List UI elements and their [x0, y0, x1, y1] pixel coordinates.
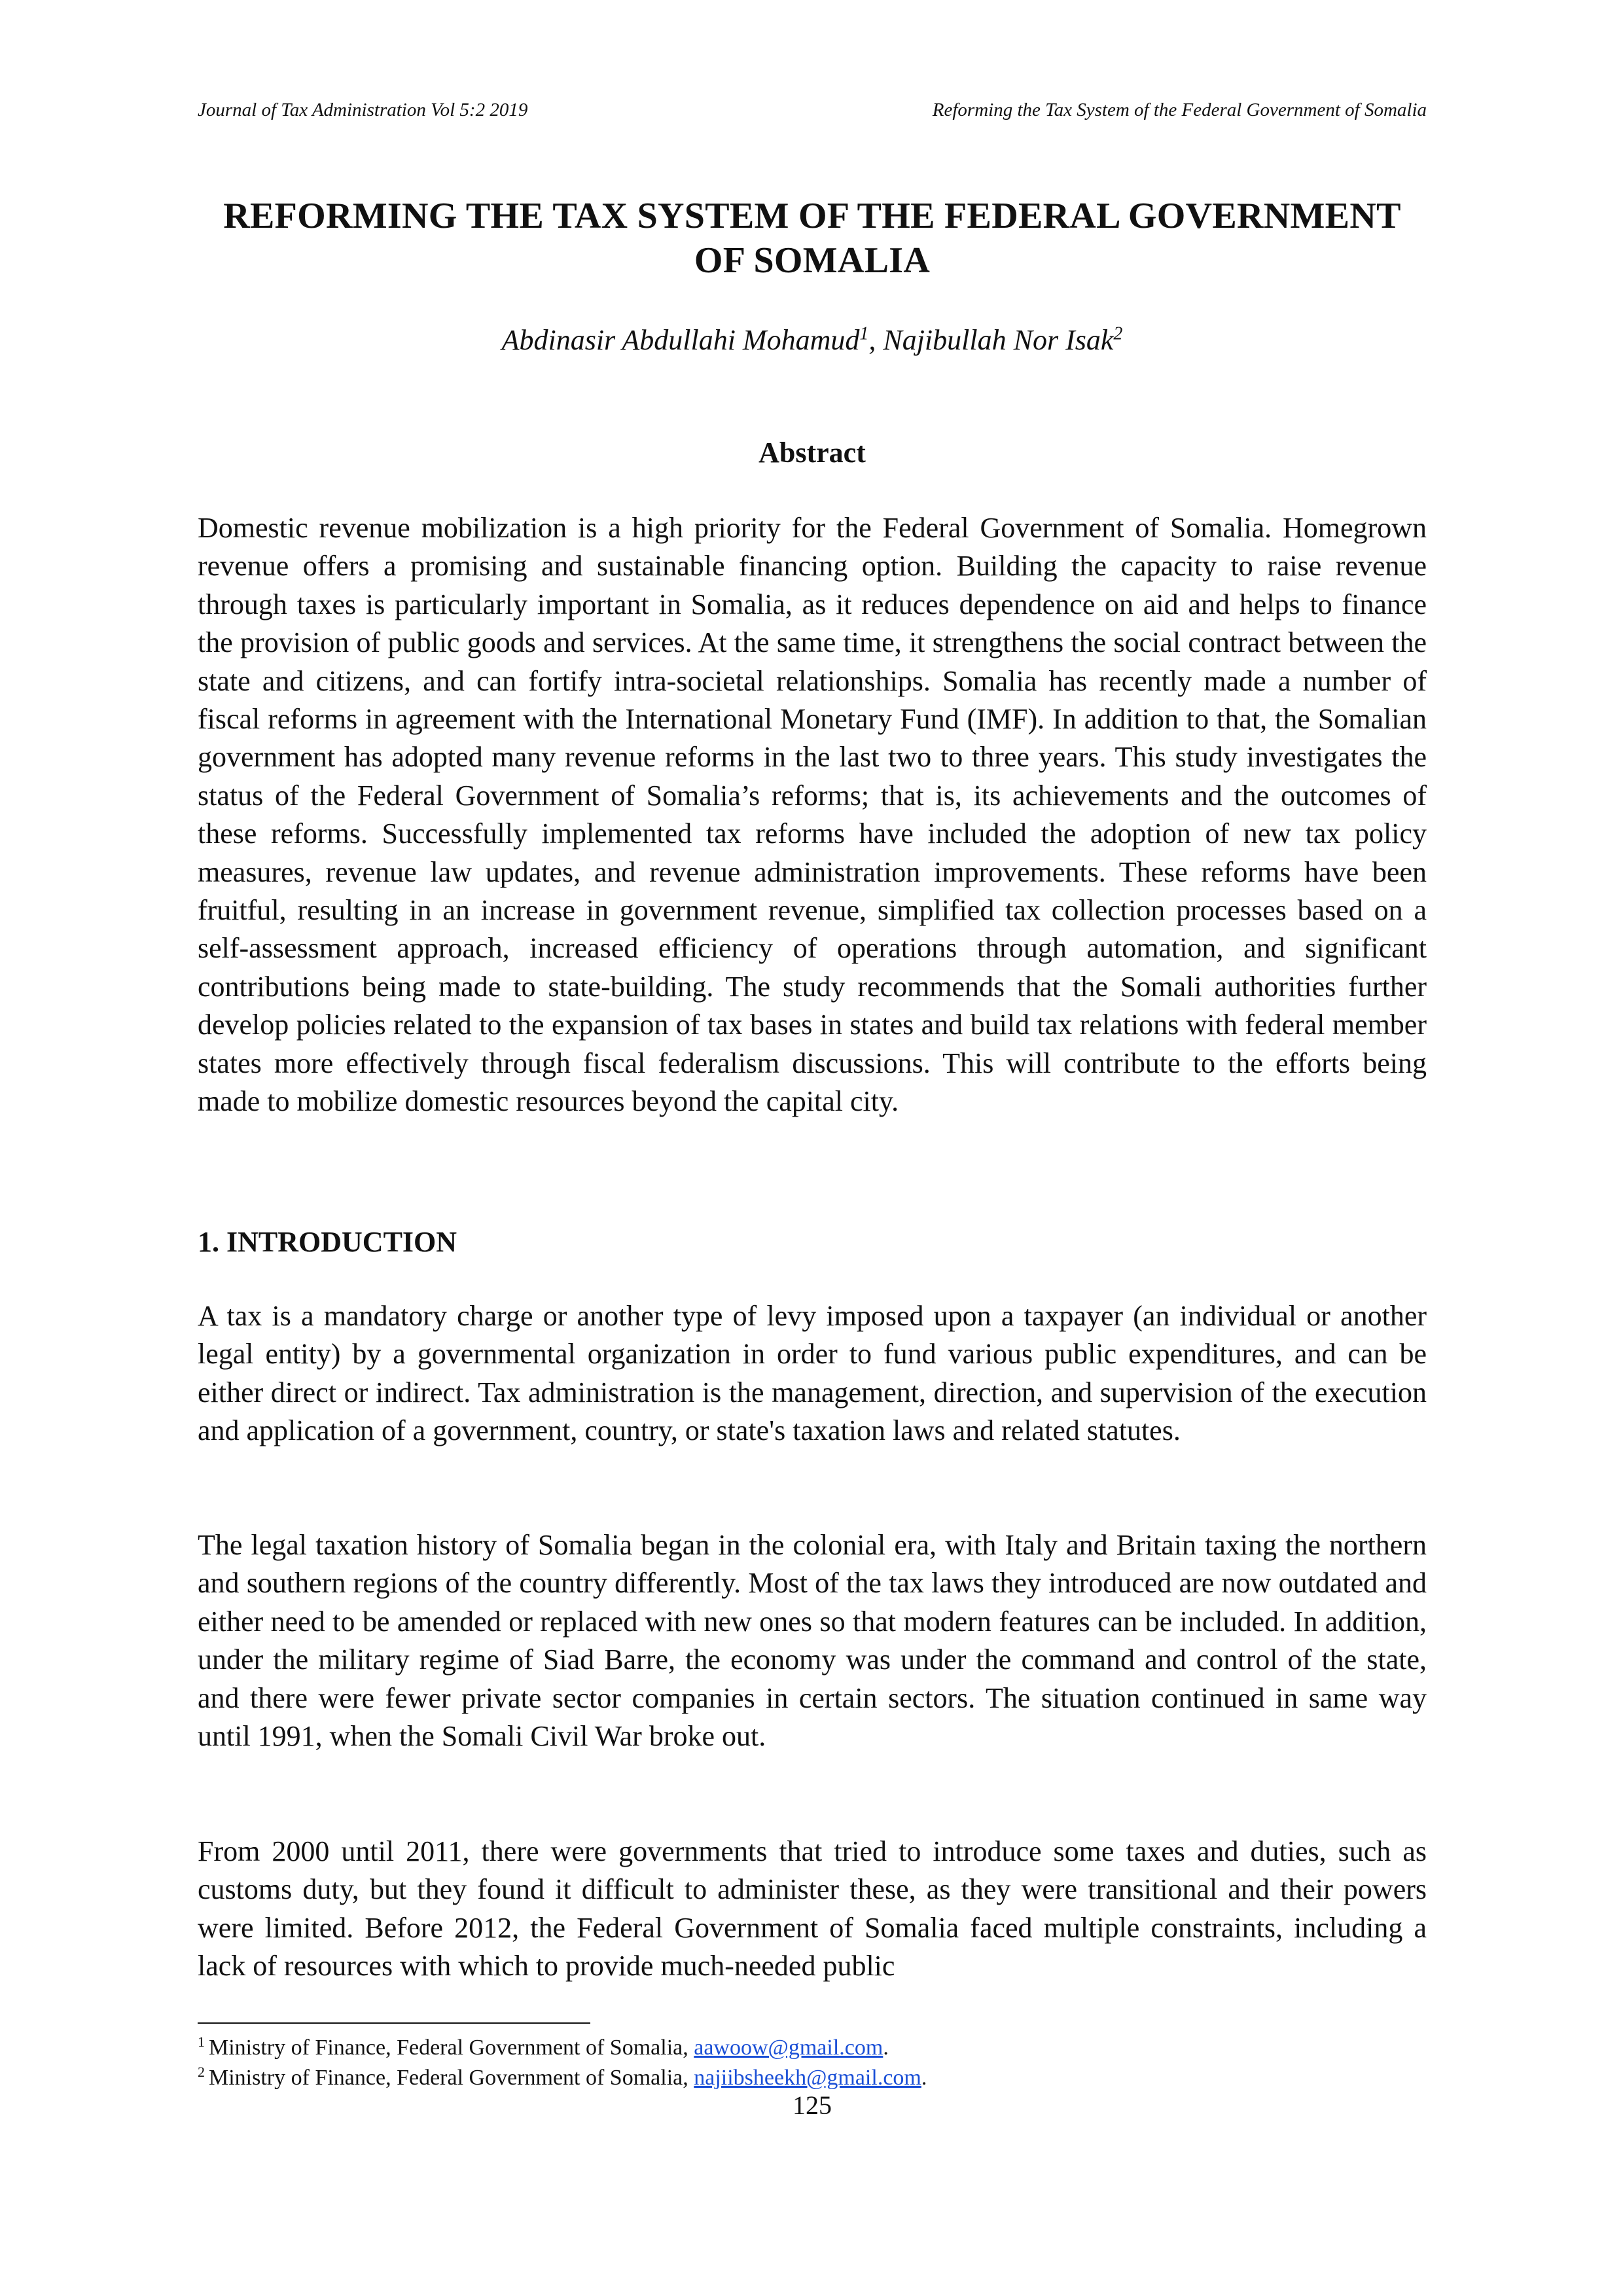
footnote-1-mark: 1 — [198, 2033, 205, 2050]
footnote-divider — [198, 2022, 590, 2024]
footnotes — [198, 2033, 1427, 2093]
introduction-paragraph-1: A tax is a mandatory charge or another type of levy imposed upon a taxpayer (an individual or another legal entity) by a governmental organization in order to fund various public expenditures, and can be either direct or indirect. Tax administration is the management, direction, and supervision of the execution and application of a government, country, or state's taxation laws and related statutes. — [198, 1300, 1427, 1447]
footnote-2-end: . — [921, 2066, 927, 2090]
page-number: 125 — [793, 2090, 832, 2120]
footnote-2-affiliation: Ministry of Finance, Federal Government of Somalia, — [209, 2066, 694, 2090]
footnote-2-mark: 2 — [198, 2063, 205, 2080]
introduction-paragraph-2: The legal taxation history of Somalia began in the colonial era, with Italy and Britain taxing the northern and southern regions of the country differently. Most of the tax laws they introduced are now outdated and either need to be amended or replaced with new ones so that modern features can be included. In addition, under the military regime of Siad Barre, the economy was under the command and control of the state, and there were fewer private sector companies in certain sectors. The situation continued in same way until 1991, when the Somali Civil War broke out. — [198, 1529, 1427, 1753]
author-separator: , — [868, 324, 883, 356]
introduction-paragraph-3: From 2000 until 2011, there were governments that tried to introduce some taxes and duties, such as customs duty, but they found it difficult to administer these, as they were transitional and their powers were limited. Before 2012, the Federal Government of Somalia faced multiple constraints, including a lack of resources with which to provide much-needed public — [198, 1835, 1427, 1982]
article-title — [198, 194, 1427, 283]
footnote-2-email-link[interactable]: najiibsheekh@gmail.com — [694, 2066, 921, 2090]
article-title-line-1: REFORMING THE TAX SYSTEM OF THE FEDERAL GOVERNMENT — [223, 196, 1401, 236]
running-head — [198, 98, 1427, 122]
author-1-footnote-mark: 1 — [859, 323, 869, 344]
abstract-body: Domestic revenue mobilization is a high priority for the Federal Government of Somalia. Homegrown revenue offers a promising and sustainable financing option. Building the capacity to raise revenue through taxes is particularly important in Somalia, as it reduces dependence on aid and helps to finance the provision of public goods and services. At the same time, it strengthens the social contract between the state and citizens, and can fortify intra-societal relationships. Somalia has recently made a number of fiscal reforms in agreement with the International Monetary Fund (IMF). In addition to that, the Somalian government has adopted many revenue reforms in the last two to three years. This study investigates the status of the Federal Government of Somalia’s reforms; that is, its achievements and the outcomes of these reforms. Successfully implemented tax reforms have included the adoption of new tax policy measures, revenue law updates, and revenue administration improvements. These reforms have been fruitful, resulting in an increase in government revenue, simplified tax collection processes based on a self-assessment approach, increased efficiency of operations through automation, and significant contributions being made to state-building. The study recommends that the Somali authorities further develop policies related to the expansion of tax bases in states and build tax relations with federal member states more effectively through fiscal federalism discussions. This will contribute to the efforts being made to mobilize domestic resources beyond the capital city. — [198, 512, 1427, 1118]
author-2-name: Najibullah Nor Isak — [883, 324, 1114, 356]
author-list — [198, 322, 1427, 359]
footnote-1-end: . — [883, 2036, 889, 2060]
abstract-heading: Abstract — [758, 437, 866, 469]
article-title-line-2: OF SOMALIA — [694, 240, 931, 281]
author-2-footnote-mark: 2 — [1113, 323, 1123, 344]
footnote-1 — [198, 2033, 1427, 2063]
running-head-article-title: Reforming the Tax System of the Federal Government of Somalia — [932, 99, 1427, 120]
footnote-1-affiliation: Ministry of Finance, Federal Government of Somalia, — [209, 2036, 694, 2060]
running-head-journal: Journal of Tax Administration Vol 5:2 2019 — [198, 99, 528, 120]
introduction-heading: 1. INTRODUCTION — [198, 1226, 457, 1258]
footnote-1-email-link[interactable]: aawoow@gmail.com — [694, 2036, 883, 2060]
author-1-name: Abdinasir Abdullahi Mohamud — [501, 324, 860, 356]
